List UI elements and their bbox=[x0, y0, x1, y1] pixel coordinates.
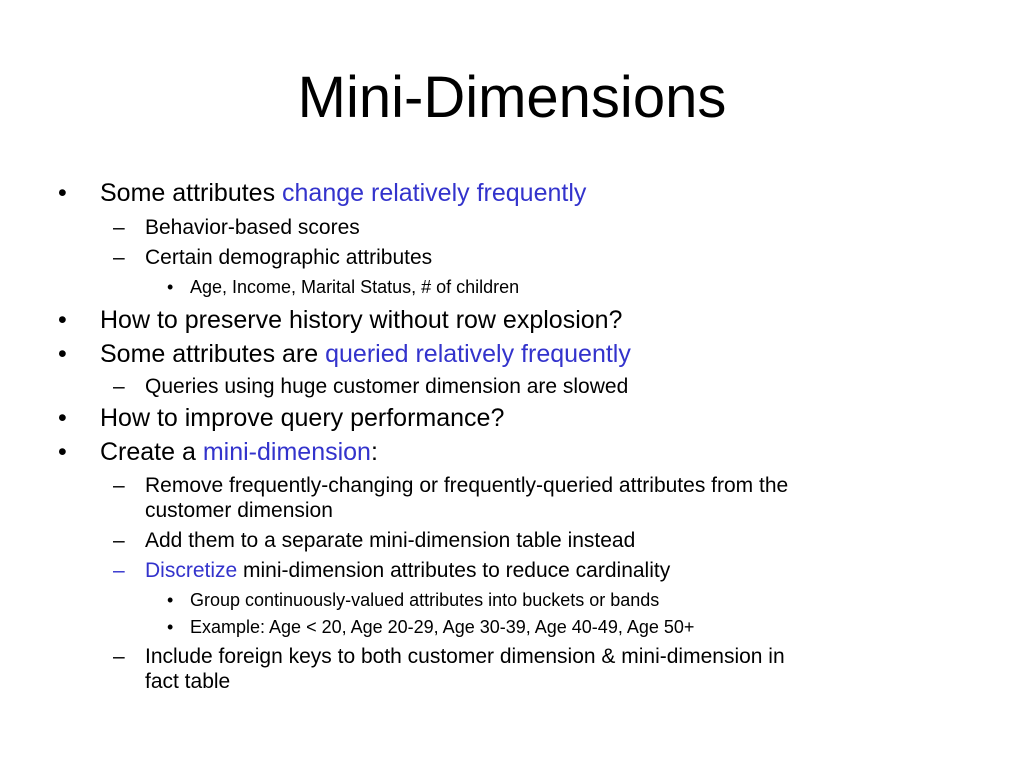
dash-marker: – bbox=[113, 559, 125, 582]
list-item bbox=[190, 616, 694, 638]
item-text: Behavior-based scores bbox=[145, 216, 360, 239]
item-text: Include foreign keys to both customer dimension & mini-dimension in bbox=[145, 645, 785, 668]
item-highlight: queried relatively frequently bbox=[325, 340, 631, 368]
list-item bbox=[100, 305, 622, 335]
bullet-marker: • bbox=[58, 404, 67, 432]
slide-title: Mini-Dimensions bbox=[297, 65, 727, 130]
item-text: Some attributes are bbox=[100, 340, 326, 368]
list-item bbox=[145, 245, 432, 270]
item-after: : bbox=[370, 438, 378, 466]
item-text: Age, Income, Marital Status, # of children bbox=[190, 277, 520, 297]
list-item bbox=[145, 528, 635, 553]
item-text: Queries using huge customer dimension are slowed bbox=[145, 375, 629, 398]
bullet-marker: • bbox=[167, 590, 174, 610]
list-item-continuation bbox=[145, 669, 230, 694]
dash-marker: – bbox=[113, 474, 125, 497]
list-item bbox=[100, 437, 378, 467]
list-item bbox=[100, 178, 586, 208]
bullet-marker: • bbox=[167, 617, 174, 637]
list-item bbox=[190, 589, 659, 611]
item-text: Group continuously-valued attributes into buckets or bands bbox=[190, 590, 660, 610]
list-item bbox=[100, 339, 631, 369]
bullet-marker: • bbox=[58, 179, 67, 207]
item-text: Create a bbox=[100, 438, 203, 466]
list-item bbox=[145, 558, 670, 583]
bullet-marker: • bbox=[58, 340, 67, 368]
dash-marker: – bbox=[113, 246, 125, 269]
item-continuation: customer dimension bbox=[145, 499, 333, 522]
list-item bbox=[145, 215, 360, 240]
dash-marker: – bbox=[113, 645, 125, 668]
dash-marker: – bbox=[113, 529, 125, 552]
item-continuation: fact table bbox=[145, 670, 231, 693]
item-highlight: Discretize bbox=[145, 559, 238, 582]
item-text: Example: Age < 20, Age 20-29, Age 30-39, Age 40-49, Age 50+ bbox=[190, 617, 695, 637]
item-text: How to preserve history without row explosion? bbox=[100, 306, 623, 334]
bullet-marker: • bbox=[58, 306, 67, 334]
bullet-marker: • bbox=[167, 277, 174, 297]
item-text: Add them to a separate mini-dimension table instead bbox=[145, 529, 636, 552]
item-after: mini-dimension attributes to reduce cardinality bbox=[237, 559, 671, 582]
list-item bbox=[145, 473, 788, 498]
list-item bbox=[145, 644, 785, 669]
list-item bbox=[100, 403, 504, 433]
bullet-marker: • bbox=[58, 438, 67, 466]
dash-marker: – bbox=[113, 375, 125, 398]
list-item bbox=[145, 374, 628, 399]
item-text: How to improve query performance? bbox=[100, 404, 505, 432]
item-text: Certain demographic attributes bbox=[145, 246, 433, 269]
list-item bbox=[190, 276, 519, 298]
list-item-continuation bbox=[145, 498, 333, 523]
item-text: Some attributes bbox=[100, 179, 283, 207]
dash-marker: – bbox=[113, 216, 125, 239]
item-highlight: mini-dimension bbox=[202, 438, 371, 466]
item-highlight: change relatively frequently bbox=[282, 179, 587, 207]
item-text: Remove frequently-changing or frequently-queried attributes from the bbox=[145, 474, 789, 497]
